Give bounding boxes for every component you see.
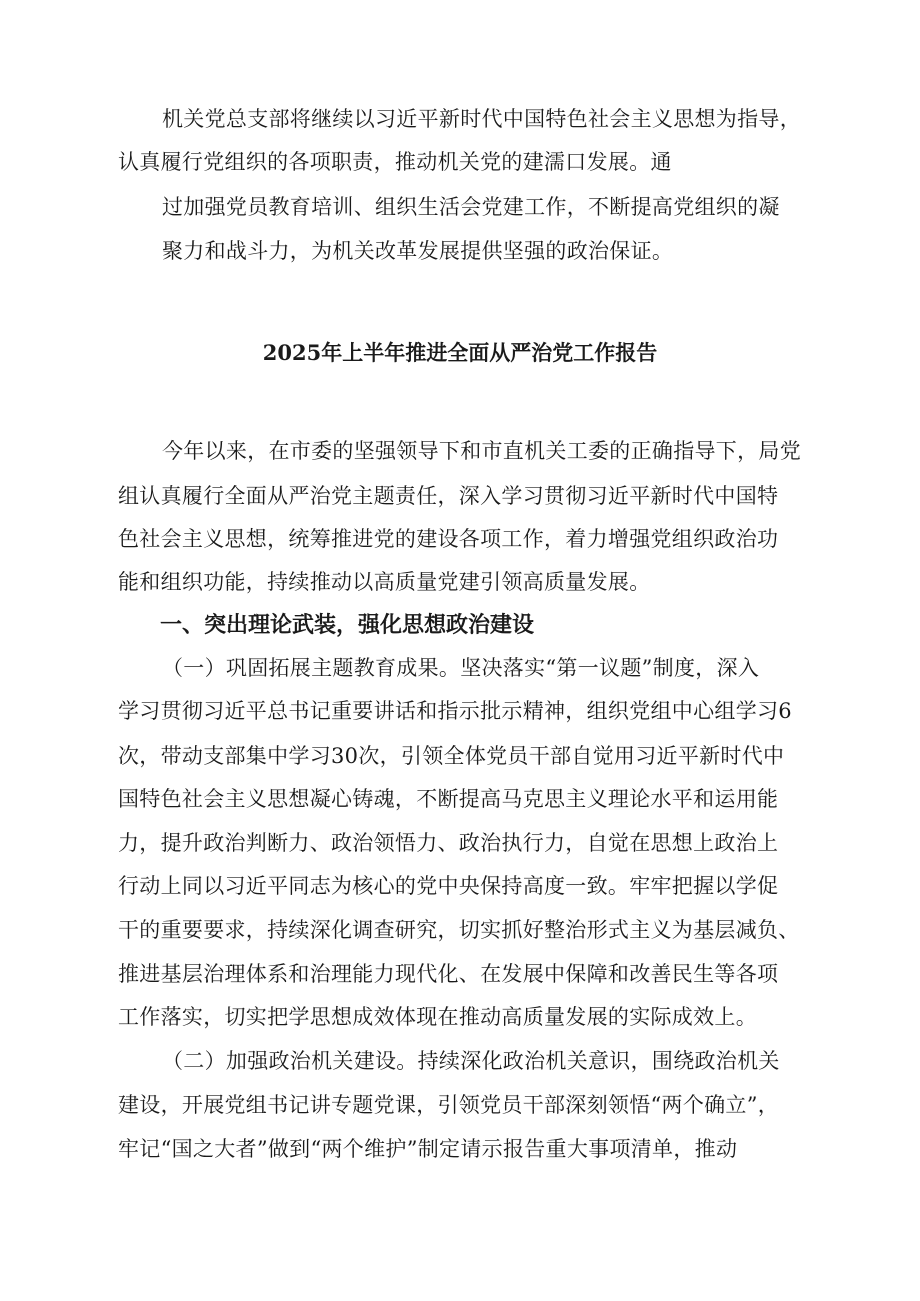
body-line: 今年以来，在市委的坚强领导下和市直机关工委的正确指导下，局党 bbox=[162, 439, 801, 463]
body-line: 干的重要要求，持续深化调查研究，切实抓好整治形式主义为基层减负、 bbox=[118, 918, 800, 942]
body-line: （二）加强政治机关建设。持续深化政治机关意识，围绕政治机关 bbox=[162, 1049, 780, 1073]
body-line: 牢记“国之大者”做到“两个维护”制定请示报告重大事项清单，推动 bbox=[118, 1137, 738, 1161]
body-line: 学习贯彻习近平总书记重要讲话和指示批示精神，组织党组中心组学习6 bbox=[118, 699, 792, 723]
intro-line: 认真履行党组织的各项职责，推动机关党的建濡口发展。通 bbox=[118, 150, 672, 174]
body-line: 工作落实，切实把学思想成效体现在推动高质量发展的实际成效上。 bbox=[118, 1005, 757, 1029]
body-line: 组认真履行全面从严治党主题责任，深入学习贯彻习近平新时代中国特 bbox=[118, 484, 779, 508]
body-line: 力，提升政治判断力、政治领悟力、政治执行力，自觉在思想上政治上 bbox=[118, 831, 779, 855]
body-line: 国特色社会主义思想凝心铸魂，不断提高马克思主义理论水平和运用能 bbox=[118, 787, 779, 811]
body-line: 行动上同以习近平同志为核心的党中央保持高度一致。牢牢把握以学促 bbox=[118, 874, 779, 898]
body-line: 推进基层治理体系和治理能力现代化、在发展中保障和改善民生等各项 bbox=[118, 962, 779, 986]
body-line: 次，带动支部集中学习30次，引领全体党员干部自觉用习近平新时代中 bbox=[118, 744, 785, 768]
body-line: 色社会主义思想，统筹推进党的建设各项工作，着力增强党组织政治功 bbox=[118, 527, 779, 551]
intro-line: 过加强党员教育培训、组织生活会党建工作，不断提高党组织的凝 bbox=[162, 195, 780, 219]
body-line: 能和组织功能，持续推动以高质量党建引领高质量发展。 bbox=[118, 570, 651, 594]
section-heading: 一、突出理论武装，强化思想政治建设 bbox=[160, 612, 535, 638]
intro-line: 机关党总支部将继续以习近平新时代中国特色社会主义思想为指导， bbox=[162, 107, 801, 131]
intro-line: 聚力和战斗力，为机关改革发展提供坚强的政治保证。 bbox=[162, 239, 674, 263]
body-line: （一）巩固拓展主题教育成果。坚决落实“第一议题”制度，深入 bbox=[162, 656, 760, 680]
body-line: 建设，开展党组书记讲专题党课，引领党员干部深刻领悟“两个确立”， bbox=[118, 1093, 780, 1117]
report-title: 2025年上半年推进全面从严治党工作报告 bbox=[262, 340, 658, 365]
